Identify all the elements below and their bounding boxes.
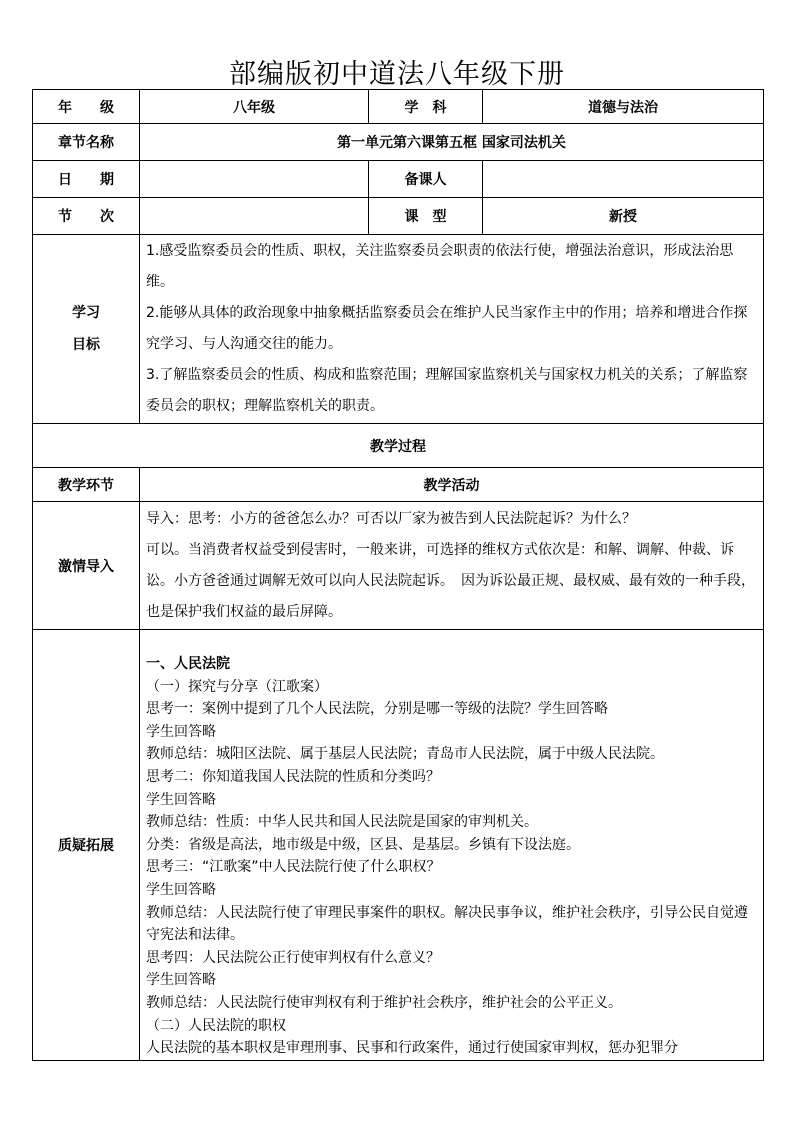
objective-item: 1.感受监察委员会的性质、职权，关注监察委员会职责的依法行使，增强法治意识，形成法治思维。 [146,243,734,290]
row-objectives [33,235,764,424]
process-section-title: 教学过程 [33,424,764,468]
row-extension [33,630,764,1061]
objectives-label [33,235,140,424]
period-label: 节 次 [33,198,140,235]
chapter-label: 章节名称 [33,124,140,161]
row-process-title [33,424,764,468]
row-process-header [33,468,764,502]
extension-line: 教师总结：性质：中华人民共和国人民法院是国家的审判机关。 [146,814,538,831]
intro-content [140,502,764,630]
intro-label: 激情导入 [33,502,140,630]
type-value: 新授 [483,198,764,235]
extension-line: 思考四：人民法院公正行使审判权有什么意义？ [146,949,440,966]
extension-line: 学生回答略 [146,881,216,898]
grade-label: 年 级 [33,90,140,124]
subject-label: 学 科 [369,90,483,124]
extension-line: （一）探究与分享（江歌案） [146,678,328,695]
activity-column-header: 教学活动 [140,468,764,502]
objective-item: 3.了解监察委员会的性质、构成和监察范围；理解国家监察机关与国家权力机关的关系；了解监察委员会的职权；理解监察机关的职责。 [146,367,748,414]
grade-value: 八年级 [140,90,369,124]
preparer-value [483,161,764,198]
extension-line: 学生回答略 [146,972,216,989]
extension-line: 教师总结：人民法院行使了审理民事案件的职权。解决民事争议，维护社会秩序，引导公民自觉遵守宪法和法律。 [146,904,748,944]
stage-column-header: 教学环节 [33,468,140,502]
objective-item: 2.能够从具体的政治现象中抽象概括监察委员会在维护人民当家作主中的作用；培养和增进合作探究学习、与人沟通交往的能力。 [146,305,748,352]
objectives-label-line1: 学习 [72,305,100,321]
date-label: 日 期 [33,161,140,198]
preparer-label: 备课人 [369,161,483,198]
subject-value: 道德与法治 [483,90,764,124]
extension-line: 一、人民法院 [146,656,230,672]
extension-label: 质疑拓展 [33,630,140,1061]
extension-line: 教师总结：城阳区法院、属于基层人民法院；青岛市人民法院，属于中级人民法院。 [146,746,664,763]
objectives-content [140,235,764,424]
row-chapter [33,124,764,161]
intro-line: 可以。当消费者权益受到侵害时，一般来讲，可选择的维权方式依次是：和解、调解、仲裁、诉讼。小方爸爸通过调解无效可以向人民法院起诉。 因为诉讼最正规、最权威、最有效的一种手段，也是保护我们权益的最后屏障。 [146,541,755,620]
extension-line: 教师总结：人民法院行使审判权有利于维护社会秩序，维护社会的公平正义。 [146,994,622,1011]
date-value [140,161,369,198]
row-date [33,161,764,198]
objectives-label-line2: 目标 [72,337,100,353]
type-label: 课 型 [369,198,483,235]
intro-line: 导入：思考：小方的爸爸怎么办？可否以厂家为被告到人民法院起诉？为什么？ [146,510,636,527]
extension-line: 人民法院的基本职权是审理刑事、民事和行政案件，通过行使国家审判权，惩办犯罪分 [146,1040,678,1057]
row-intro [33,502,764,630]
chapter-value: 第一单元第六课第五框 国家司法机关 [140,124,764,161]
extension-line: （二）人民法院的职权 [146,1017,286,1034]
row-period [33,198,764,235]
extension-content [140,630,764,1061]
document-title: 部编版初中道法八年级下册 [229,59,565,90]
extension-line: 分类：省级是高法，地市级是中级，区县、是基层。乡镇有下设法庭。 [146,836,580,853]
extension-line: 学生回答略 [146,791,216,808]
extension-line: 学生回答略 [146,723,216,740]
extension-line: 思考一：案例中提到了几个人民法院，分别是哪一等级的法院？学生回答略 [146,701,608,718]
row-grade [33,90,764,124]
period-value [140,198,369,235]
lesson-plan-table [32,89,764,1061]
extension-line: 思考三：“江歌案”中人民法院行使了什么职权？ [146,859,441,876]
extension-line: 思考二：你知道我国人民法院的性质和分类吗？ [146,768,440,785]
